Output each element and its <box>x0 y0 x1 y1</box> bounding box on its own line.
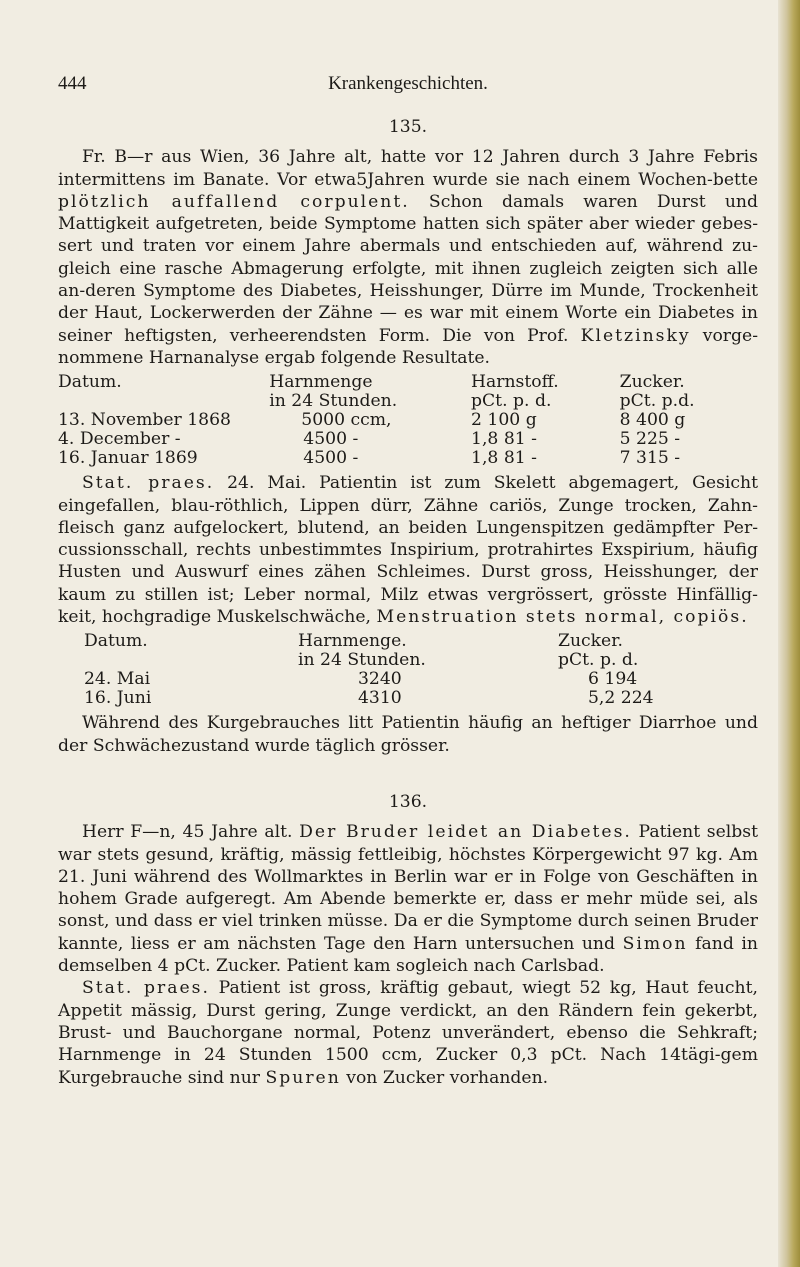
table-subheader-cell: pCt. p.d. <box>619 391 695 412</box>
text-span: Patient ist gross, kräftig gebaut, wiegt 52 kg, Haut feucht, Appetit mässig, Durst gering, Zunge verdickt, an den Rändern fein gekerbt, Brust- und Bauchorgane normal, Potenz unverändert, ebenso die Sehkraft; Harnmenge in 24 Stunden 1500 ccm, Zucker 0,3 pCt. Nach 14tägi-gem Kurgebrauche sind nur <box>58 978 758 1088</box>
table-subheader-cell: in 24 Stunden. <box>298 650 426 671</box>
table-subheader-row <box>58 392 758 411</box>
table-cell: 16. Juni <box>84 688 152 709</box>
table-cell: 7 315 - <box>619 448 681 469</box>
table-subheader-cell <box>58 651 298 670</box>
table-cell: 13. November 1868 <box>58 410 231 431</box>
table-row <box>58 689 748 708</box>
spacer <box>58 757 758 785</box>
case-135-status <box>58 472 758 628</box>
table-header-cell: Harnmenge. <box>298 631 407 652</box>
table-cell: 4. December - <box>58 429 181 450</box>
case-number-135: 135. <box>388 117 428 137</box>
table-cell: 16. Januar 1869 <box>58 448 198 469</box>
running-title: Krankengeschichten. <box>328 73 488 94</box>
table-cell: 1,8 81 - <box>471 429 537 450</box>
prof-name: Kletzinsky <box>580 325 691 346</box>
case-135-closing: Während des Kurgebrauches litt Patientin häufig an heftiger Diarrhoe und der Schwächezustand wurde täglich grösser. <box>58 713 758 756</box>
text-span: 24. Mai. Patientin ist zum Skelett abgemagert, Gesicht eingefallen, blau-röthlich, Lippen dürr, Zähne cariös, Zunge trocken, Zahn-fleisch ganz aufgelockert, blutend, an beiden Lungenspitzen gedämpfter Per-cussionsschall, rechts unbestimmtes Inspirium, protrahirtes Exspirium, häufig Husten und Auswurf eines zähen Schleimes. Durst gross, Heisshunger, der kaum zu stillen ist; Leber normal, Milz etwas vergrössert, grösste Hinfällig-keit, hochgradige Muskelschwäche, <box>58 473 759 628</box>
status-label: Stat. praes. <box>82 473 215 494</box>
table-subheader-cell: in 24 Stunden. <box>269 391 398 412</box>
table-cell: 4500 - <box>303 429 359 450</box>
emphasis-text: Spuren <box>265 1067 341 1088</box>
page-header <box>58 0 758 110</box>
table-cell: 24. Mai <box>84 669 151 690</box>
table-header-cell: Zucker. <box>558 631 624 652</box>
simon-name: Simon <box>622 933 688 954</box>
table-cell: 1,8 81 - <box>471 448 537 469</box>
table-header-cell: Harnmenge <box>269 372 373 393</box>
table-header-cell: Datum. <box>58 372 122 393</box>
table-subheader-cell <box>58 392 269 411</box>
table-subheader-cell: pCt. p. d. <box>471 391 552 412</box>
table-cell: 3240 <box>358 669 402 690</box>
text-span: Schon damals waren Durst und Mattigkeit aufgetreten, beide Symptome hatten sich später aber wieder gebes-sert und traten vor einem Jahre abermals und entschieden auf, während zu-gleich eine rasche Abmagerung erfolgte, mit ihnen zugleich zeigten sich alle an-deren Symptome des Diabetes, Heisshunger, Dürre im Munde, Trockenheit der Haut, Lockerwerden der Zähne — es war mit einem Worte ein Diabetes in seiner heftigsten, verheerendsten Form. Die von Prof. <box>58 191 758 346</box>
table-subheader-cell: pCt. p. d. <box>558 650 639 671</box>
table-row <box>58 430 758 449</box>
table-header-cell: Zucker. <box>619 372 685 393</box>
page-edge <box>778 0 800 1267</box>
emphasis-text: Menstruation stets normal, copiös. <box>376 607 749 628</box>
status-label: Stat. praes. <box>82 978 210 999</box>
table-header-cell: Datum. <box>84 631 148 652</box>
table-cell: 4310 <box>358 688 402 709</box>
case-136-history <box>58 821 758 977</box>
text-span: Herr F—n, 45 Jahre alt. <box>82 822 300 843</box>
case-136-status <box>58 977 758 1088</box>
text-span: von Zucker vorhanden. <box>340 1067 549 1088</box>
emphasis-text: plötzlich auffallend corpulent. <box>58 191 410 212</box>
page-number: 444 <box>58 73 87 94</box>
urine-table-1 <box>58 373 758 468</box>
table-cell: 5 225 - <box>619 429 681 450</box>
text-span: Fr. B—r aus Wien, 36 Jahre alt, hatte vor 12 Jahren durch 3 Jahre Febris intermittens im Banate. Vor etwa5Jahren wurde sie nach einem Wochen-bette <box>58 147 758 190</box>
table-row <box>58 449 758 468</box>
case-number-136: 136. <box>388 791 428 812</box>
table-cell: 5,2 224 <box>588 688 654 709</box>
table-subheader-row <box>58 651 748 670</box>
page <box>58 0 758 1089</box>
table-row <box>58 411 758 430</box>
table-header-row <box>58 373 758 392</box>
text-span: fand in demselben 4 pCt. Zucker. Patient kam sogleich nach Carlsbad. <box>58 933 758 977</box>
text-span: vorge-nommene Harnanalyse ergab folgende Resultate. <box>58 325 758 368</box>
table-cell: 5000 ccm, <box>301 410 392 431</box>
table-row <box>58 670 748 689</box>
text-span: Patient selbst war stets gesund, kräftig, mässig fettleibig, höchstes Körpergewicht 97 kg. Am 21. Juni während des Wollmarktes in Berlin war er in Folge von Geschäften in hohem Grade aufgeregt. Am Abende bemerkte er, dass er mehr müde sei, als sonst, und dass er viel trinken müsse. Da er die Symptome durch seinen Bruder kannte, liess er am nächsten Tage den Harn untersuchen und <box>58 822 759 954</box>
table-header-row <box>58 632 748 651</box>
table-cell: 6 194 <box>588 669 638 690</box>
emphasis-text: Der Bruder leidet an Diabetes. <box>299 822 632 843</box>
table-cell: 4500 - <box>303 448 359 469</box>
table-cell: 2 100 g <box>471 410 537 431</box>
table-header-cell: Harnstoff. <box>471 372 559 393</box>
table-cell: 8 400 g <box>619 410 686 431</box>
case-135-intro <box>58 146 758 369</box>
urine-table-2 <box>58 632 748 708</box>
